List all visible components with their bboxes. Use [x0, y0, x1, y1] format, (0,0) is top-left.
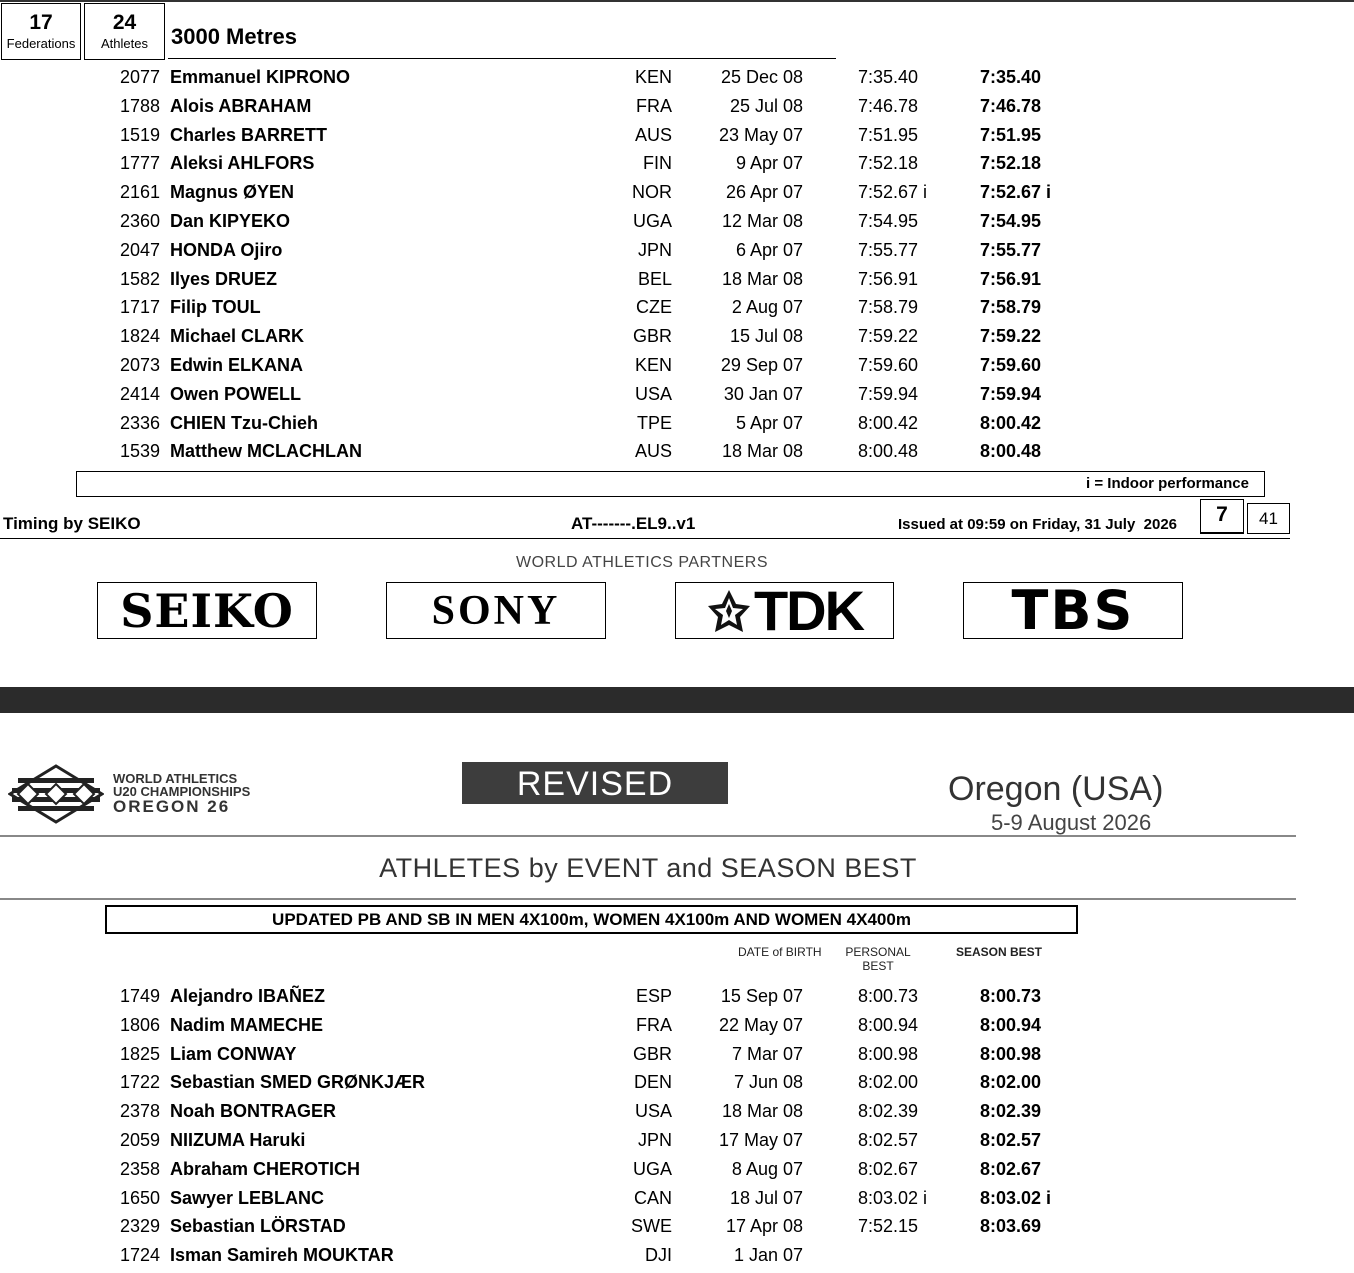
athlete-name: Edwin ELKANA: [170, 355, 303, 375]
athletes-count-box: [84, 3, 165, 60]
athlete-bib: 2329: [119, 1216, 160, 1237]
athlete-name: Aleksi AHLFORS: [170, 153, 315, 174]
seiko-logo-text: SEIKO: [120, 583, 294, 638]
seiko-logo: [97, 582, 317, 639]
athlete-nation: UGA: [632, 211, 672, 231]
athlete-row: [0, 985, 1354, 1014]
athlete-sb: 8:02.00: [980, 1072, 1042, 1093]
athlete-bib: 2077: [119, 67, 160, 87]
athlete-dob: 1 Jan 07: [733, 1245, 803, 1266]
tdk-logo: [675, 579, 894, 642]
athlete-bib: 2059: [119, 1130, 160, 1150]
athlete-sb: 7:54.95: [980, 211, 1042, 231]
page-subtitle: ATHLETES by EVENT and SEASON BEST: [379, 853, 917, 883]
world-athletics-emblem-icon: [8, 764, 104, 824]
athlete-row: [0, 124, 1354, 153]
partners-heading: WORLD ATHLETICS PARTNERS: [515, 554, 769, 571]
athlete-nation: CZE: [636, 297, 672, 318]
timing-credit: Timing by SEIKO: [3, 514, 141, 533]
athlete-sb: 7:58.79: [980, 297, 1042, 318]
athlete-sb: 8:00.94: [980, 1014, 1042, 1035]
athlete-nation: KEN: [634, 355, 672, 375]
athlete-name: Emmanuel KIPRONO: [170, 67, 351, 87]
athlete-name: Michael CLARK: [170, 326, 305, 347]
athlete-dob: 7 Jun 08: [733, 1072, 803, 1093]
column-header-dob: DATE of BIRTH: [738, 945, 822, 959]
athlete-bib: 2360: [119, 211, 160, 231]
athlete-row: [0, 1244, 1354, 1273]
athlete-dob: 15 Jul 08: [729, 326, 803, 347]
athlete-dob: 22 May 07: [718, 1014, 803, 1035]
athlete-nation: AUS: [634, 124, 672, 145]
athlete-bib: 1824: [119, 326, 160, 347]
athlete-name: Isman Samireh MOUKTAR: [170, 1245, 394, 1266]
athlete-dob: 2 Aug 07: [731, 297, 803, 318]
athlete-pb: 8:02.39: [858, 1101, 919, 1122]
athlete-nation: UGA: [632, 1158, 672, 1179]
org-line-2: U20 CHAMPIONSHIPS: [113, 784, 251, 799]
athlete-name: NIIZUMA Haruki: [170, 1130, 306, 1150]
athlete-row: [0, 181, 1354, 210]
footer-rule: [0, 538, 1290, 539]
org-line-1: WORLD ATHLETICS: [113, 771, 238, 786]
athlete-sb: 7:59.94: [980, 383, 1042, 404]
page-break-band: [0, 687, 1354, 713]
event-title: 3000 Metres: [171, 24, 297, 49]
athlete-sb: 7:59.60: [980, 355, 1042, 375]
column-header-sb: SEASON BEST: [956, 945, 1043, 959]
athlete-row: [0, 1071, 1354, 1100]
athlete-name: Charles BARRETT: [170, 124, 328, 145]
athlete-dob: 23 May 07: [718, 124, 803, 145]
athlete-name: CHIEN Tzu-Chieh: [170, 412, 318, 433]
athlete-sb: 8:00.48: [980, 441, 1042, 462]
athlete-row: [0, 66, 1354, 95]
athlete-pb: 8:02.00: [858, 1072, 919, 1093]
athlete-nation: USA: [634, 383, 672, 404]
athlete-bib: 2161: [119, 182, 160, 203]
athlete-row: [0, 440, 1354, 469]
athlete-pb: 8:00.94: [858, 1014, 919, 1035]
athlete-bib: 1519: [119, 124, 160, 145]
athletes-count: 24: [112, 11, 137, 34]
column-header-pb-line1: PERSONAL: [845, 945, 911, 959]
athlete-bib: 1717: [119, 297, 160, 318]
athlete-pb: 7:52.67 i: [858, 182, 928, 203]
athlete-sb: 7:52.67 i: [980, 182, 1052, 203]
athlete-dob: 18 Mar 08: [721, 1101, 803, 1122]
athlete-bib: 2336: [119, 412, 160, 433]
athlete-dob: 26 Apr 07: [725, 182, 803, 203]
athlete-pb: 7:56.91: [858, 268, 919, 289]
athlete-dob: 17 Apr 08: [725, 1216, 803, 1237]
athlete-bib: 1749: [119, 986, 160, 1006]
athlete-sb: 7:56.91: [980, 268, 1042, 289]
athlete-dob: 18 Jul 07: [729, 1187, 803, 1208]
athlete-sb: 8:00.73: [980, 986, 1042, 1006]
athlete-dob: 15 Sep 07: [720, 986, 803, 1006]
athlete-sb: 8:02.39: [980, 1101, 1042, 1122]
athlete-bib: 1582: [119, 268, 160, 289]
athlete-sb: 8:00.42: [980, 412, 1042, 433]
athlete-nation: GBR: [632, 1043, 672, 1064]
issued-timestamp: Issued at 09:59 on Friday, 31 July 2026: [898, 516, 1178, 533]
athlete-row: [0, 268, 1354, 297]
athlete-bib: 1825: [119, 1043, 160, 1064]
athlete-name: Sawyer LEBLANC: [170, 1187, 325, 1208]
athlete-pb: 7:52.18: [858, 153, 919, 174]
athlete-row: [0, 1100, 1354, 1129]
athlete-sb: 7:46.78: [980, 95, 1042, 116]
athlete-name: Filip TOUL: [170, 297, 261, 318]
athlete-nation: GBR: [632, 326, 672, 347]
athlete-name: Liam CONWAY: [170, 1043, 297, 1064]
athletes-label: Athletes: [101, 36, 148, 51]
athlete-pb: 7:54.95: [858, 211, 919, 231]
athlete-name: Alejandro IBAÑEZ: [170, 986, 326, 1006]
athlete-row: [0, 210, 1354, 239]
tdk-emblem-icon: [706, 588, 752, 634]
athlete-sb: 7:51.95: [980, 124, 1042, 145]
athlete-row: [0, 1014, 1354, 1043]
subtitle-rule: [0, 898, 1296, 900]
athlete-pb: 7:35.40: [858, 67, 919, 87]
athlete-dob: 30 Jan 07: [723, 383, 803, 404]
athlete-pb: 7:55.77: [858, 239, 919, 260]
athlete-bib: 1788: [119, 95, 160, 116]
event-title-underline: [168, 58, 836, 59]
athlete-nation: SWE: [630, 1216, 672, 1237]
athlete-pb: 7:52.15: [858, 1216, 919, 1237]
athlete-pb: 8:00.73: [858, 986, 919, 1006]
athlete-sb: 8:02.67: [980, 1158, 1042, 1179]
venue: Oregon (USA): [948, 770, 1164, 808]
athlete-dob: 5 Apr 07: [735, 412, 803, 433]
header-rule: [0, 835, 1296, 837]
athlete-nation: JPN: [637, 239, 672, 260]
athlete-nation: JPN: [637, 1130, 672, 1150]
total-pages: 41: [1247, 503, 1290, 534]
athlete-name: Owen POWELL: [170, 383, 302, 404]
athlete-dob: 8 Aug 07: [731, 1158, 803, 1179]
athlete-bib: 2047: [119, 239, 160, 260]
athlete-name: Matthew MCLACHLAN: [170, 441, 362, 462]
event-dates: 5-9 August 2026: [991, 810, 1152, 835]
athlete-row: [0, 95, 1354, 124]
athlete-name: Noah BONTRAGER: [170, 1101, 336, 1122]
federations-label: Federations: [6, 36, 76, 51]
athlete-bib: 2073: [119, 355, 160, 375]
federations-count-box: [1, 3, 81, 60]
athlete-bib: 1722: [119, 1072, 160, 1093]
athlete-bib: 1777: [119, 153, 160, 174]
column-header-pb: [842, 945, 914, 973]
federations-count: 17: [29, 11, 53, 34]
athlete-name: Magnus ØYEN: [170, 182, 295, 203]
athlete-row: [0, 152, 1354, 181]
athlete-sb: 8:03.69: [980, 1216, 1042, 1237]
update-notice: UPDATED PB AND SB IN MEN 4X100m, WOMEN 4X100m AND WOMEN 4X400m: [105, 905, 1078, 934]
athlete-pb: 7:51.95: [858, 124, 919, 145]
championship-logo-text: [113, 772, 250, 816]
sony-logo: [386, 582, 606, 639]
athlete-name: Dan KIPYEKO: [170, 211, 291, 231]
athlete-pb: 7:59.60: [858, 355, 919, 375]
athlete-name: HONDA Ojiro: [170, 239, 283, 260]
athlete-nation: ESP: [635, 986, 672, 1006]
athlete-sb: 8:03.02 i: [980, 1187, 1052, 1208]
tbs-logo-text: TBS: [1011, 579, 1135, 642]
athlete-pb: 7:58.79: [858, 297, 919, 318]
athlete-nation: FRA: [636, 1014, 672, 1035]
athlete-pb: 7:46.78: [858, 95, 919, 116]
column-header-pb-line2: BEST: [862, 959, 894, 973]
athlete-row: [0, 1215, 1354, 1244]
athlete-dob: 18 Mar 08: [721, 268, 803, 289]
athlete-row: [0, 1043, 1354, 1072]
tdk-logo-text: TDK: [753, 579, 864, 642]
athlete-nation: TPE: [636, 412, 672, 433]
athlete-row: [0, 383, 1354, 412]
athlete-row: [0, 412, 1354, 441]
document-code: AT-------.EL9..v1: [571, 514, 696, 533]
athlete-row: [0, 239, 1354, 268]
athlete-nation: BEL: [637, 268, 672, 289]
athlete-nation: FRA: [636, 95, 672, 116]
athlete-name: Alois ABRAHAM: [170, 95, 312, 116]
athlete-bib: 1806: [119, 1014, 160, 1035]
athlete-nation: DEN: [633, 1072, 672, 1093]
athlete-bib: 1539: [119, 441, 160, 462]
athlete-nation: DJI: [645, 1245, 672, 1266]
athlete-row: [0, 296, 1354, 325]
org-line-3: OREGON 26: [113, 797, 231, 816]
athlete-dob: 29 Sep 07: [720, 355, 803, 375]
athlete-dob: 17 May 07: [718, 1130, 803, 1150]
athlete-row: [0, 1129, 1354, 1158]
athlete-bib: 2358: [119, 1158, 160, 1179]
athlete-dob: 25 Jul 08: [729, 95, 803, 116]
athlete-nation: NOR: [632, 182, 672, 203]
athlete-dob: 9 Apr 07: [735, 153, 803, 174]
athlete-dob: 6 Apr 07: [735, 239, 803, 260]
athlete-dob: 7 Mar 07: [731, 1043, 803, 1064]
athlete-nation: USA: [634, 1101, 672, 1122]
athlete-pb: 7:59.22: [858, 326, 919, 347]
athlete-dob: 25 Dec 08: [720, 67, 803, 87]
athlete-bib: 2378: [119, 1101, 160, 1122]
athlete-name: Sebastian LÖRSTAD: [170, 1216, 346, 1237]
athlete-nation: AUS: [634, 441, 672, 462]
athlete-bib: 1650: [119, 1187, 160, 1208]
athlete-name: Abraham CHEROTICH: [170, 1158, 361, 1179]
athlete-dob: 12 Mar 08: [721, 211, 803, 231]
athlete-pb: 8:02.57: [858, 1130, 919, 1150]
sony-logo-text: SONY: [431, 587, 561, 634]
athlete-sb: 7:59.22: [980, 326, 1042, 347]
athlete-pb: 8:02.67: [858, 1158, 919, 1179]
athlete-row: [0, 1158, 1354, 1187]
page-number: 7: [1200, 499, 1244, 534]
athlete-nation: KEN: [634, 67, 672, 87]
athlete-row: [0, 325, 1354, 354]
athlete-pb: 8:00.48: [858, 441, 919, 462]
athlete-pb: 8:00.98: [858, 1043, 919, 1064]
athlete-sb: 7:55.77: [980, 239, 1042, 260]
athlete-sb: 7:52.18: [980, 153, 1042, 174]
athlete-sb: 7:35.40: [980, 67, 1042, 87]
athlete-name: Ilyes DRUEZ: [170, 268, 278, 289]
athlete-row: [0, 354, 1354, 383]
athlete-pb: 8:03.02 i: [858, 1187, 928, 1208]
athlete-pb: 8:00.42: [858, 412, 919, 433]
athlete-name: Sebastian SMED GRØNKJÆR: [170, 1072, 426, 1093]
athlete-row: [0, 1187, 1354, 1216]
athlete-dob: 18 Mar 08: [721, 441, 803, 462]
athlete-nation: FIN: [643, 153, 672, 174]
athlete-bib: 1724: [119, 1245, 160, 1266]
top-border: [0, 0, 1354, 2]
athlete-pb: 7:59.94: [858, 383, 919, 404]
indoor-legend: i = Indoor performance: [1086, 475, 1249, 492]
athlete-name: Nadim MAMECHE: [170, 1014, 324, 1035]
athlete-sb: 8:00.98: [980, 1043, 1042, 1064]
athlete-nation: CAN: [633, 1187, 672, 1208]
tbs-logo: [963, 579, 1183, 642]
athlete-bib: 2414: [119, 383, 160, 404]
athlete-sb: 8:02.57: [980, 1130, 1042, 1150]
revised-banner: REVISED: [462, 762, 728, 804]
